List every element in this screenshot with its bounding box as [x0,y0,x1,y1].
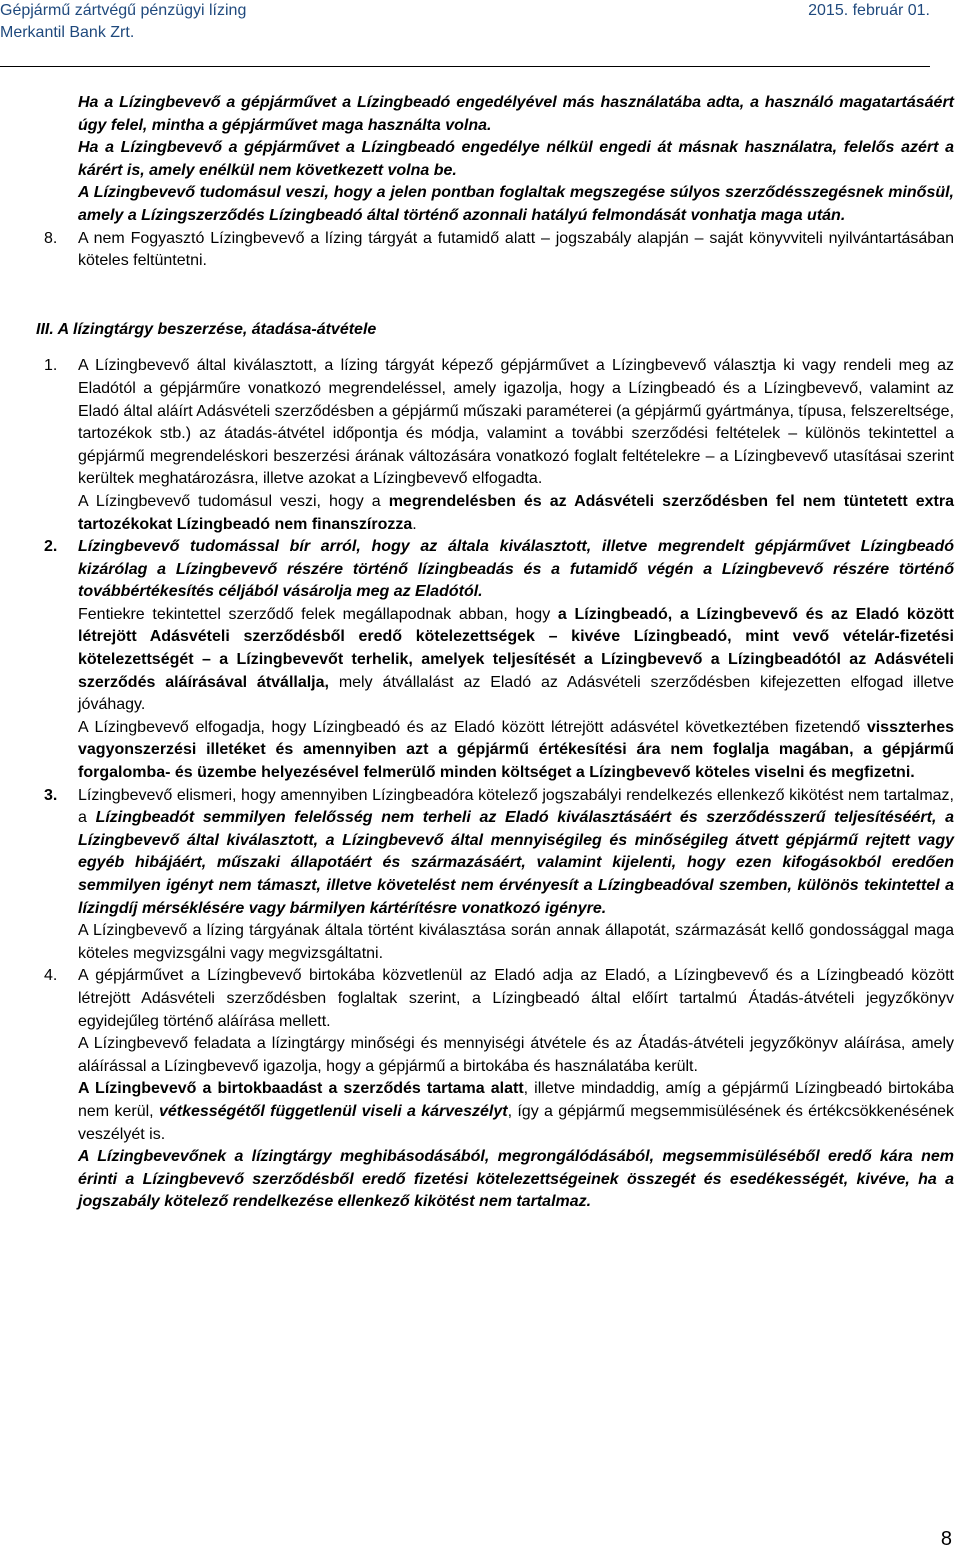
section-heading: III. A lízingtárgy beszerzése, átadása-átvétele [36,320,377,338]
item-2: 2. Lízingbevevő tudomással bír arról, hogy az általa kiválasztott, illetve megrendelt gépjárművet Lízingbeadó kizárólag a Lízingbevevő részére történő lízingbeadás és a futamidő végén a Lízingbevevő részére történő továbbértékesítés céljából vásárolja meg az Eladótól. Fentiekre tekintettel szerződő felek megállapodnak abban, hogy a Lízingbeadó, a Lízingbevevő és az Eladó között létrejött Adásvételi szerződésből eredő kötelezettségek – kivéve Lízingbeadó, mint vevő vételár-fizetési kötelezettségét – a Lízingbevevőt terhelik, amelyek teljesítését a Lízingbevevő a Lízingbeadótól az Adásvételi szerződés aláírásával átvállalja, mely átvállalást az Eladó az Adásvételi szerződésben kifejezetten elfogad illetve jóváhagy. A Lízingbevevő elfogadja, hogy Lízingbeadó és az Eladó között létrejött adásvétel következtében fizetendő visszterhes vagyonszerzési illetéket és amennyiben azt a gépjármű értékesítési ára nem foglalja magában, a gépjármű forgalomba- és üzembe helyezésével felmerülő minden költséget a Lízingbevevő köteles viselni és megfizetni. [44,538,955,782]
company-name: Merkantil Bank Zrt. [0,24,135,41]
document-title: Gépjármű zártvégű pénzügyi lízing [0,2,247,19]
section7-paragraph: Ha a Lízingbevevő a gépjárművet a Lízingbeadó engedélyével más használatába adta, a használó magatartásáért úgy felel, mintha a gépjárművet maga használta volna. Ha a Lízingbevevő a gépjárművet a Lízingbeadó engedélye nélkül engedi át másnak használatra, felelős azért a kárért is, amely enélkül nem következett volna be. A Lízingbevevő tudomásul veszi, hogy a jelen pontban foglaltak megszegése súlyos szerződésszegésnek minősül, amely a Lízingszerződés Lízingbeadó által történő azonnali hatályú felmondását vonhatja maga után. [78,94,954,224]
header-divider [0,66,930,67]
document-body [0,92,960,1214]
item-number: 3. [44,786,58,804]
item-number: 2. [44,538,58,556]
item-3: 3. Lízingbevevő elismeri, hogy amennyiben Lízingbeadóra kötelező jogszabályi rendelkezés ellenkező kikötést nem tartalmaz, a Lízingbeadót semmilyen felelősség nem terheli az Eladó kiválasztásáért és szerződésszerű teljesítéséért, a Lízingbevevő által kiválasztott, a Lízingbevevő által mennyiségileg és minőségileg átvett gépjármű rejtett vagy egyéb hibájáért, műszaki állapotáért és származásáért, valamint kijelenti, hogy ezen kifogásokból eredően semmilyen igényt nem támaszt, illetve követelést nem érvényesít a Lízingbeadóval szemben, különös tekintettel a lízingdíj mérséklésére vagy bármilyen kártérítésre vonatkozó igényre. A Lízingbevevő a lízing tárgyának általa történt kiválasztása során annak állapotát, származását kellő gondossággal maga köteles megvizsgálni vagy megvizsgáltatni. [44,786,954,962]
document-date: 2015. február 01. [808,2,930,19]
item-number: 4. [44,967,58,985]
item-1: 1. A Lízingbevevő által kiválasztott, a lízing tárgyát képező gépjárművet a Lízingbevevő választja ki vagy rendeli meg az Eladótól a gépjárműre vonatkozó megrendeléssel, amely igazolja, hogy a Lízingbeadó és a Lízingbevevő, valamint az Eladó által aláírt Adásvételi szerződésben a gépjármű műszaki paraméterei (a gépjármű gyártmánya, típusa, felszereltsége, tartozékok stb.) az átadás-átvétel időpontja és módja, valamint a további szerződési feltételek – különös tekintettel a gépjármű megrendeléskori beszerzési árának változására vonatkozó foglalt feltételekre – a Lízingbevevő utasításai szerint kerültek meghatározásra, illetve azokat a Lízingbevevő elfogadta. A Lízingbevevő tudomásul veszi, hogy a megrendelésben és az Adásvételi szerződésben fel nem tüntetett extra tartozékokat Lízingbeadó nem finanszírozza. [44,357,955,533]
item-8: 8. A nem Fogyasztó Lízingbevevő a lízing tárgyát a futamidő alatt – jogszabály alapján – saját könyvviteli nyilvántartásában köteles feltüntetni. [44,229,954,270]
item-4: 4. A gépjárművet a Lízingbevevő birtokába közvetlenül az Eladó adja az Eladó, a Lízingbevevő és a Lízingbeadó között létrejött Adásvételi szerződésben foglaltak szerint, a Lízingbeadó által előírt tartalmú Átadás-átvételi jegyzőkönyv egyidejűleg történő aláírása mellett. A Lízingbevevő feladata a lízingtárgy minőségi és mennyiségi átvétele és az Átadás-átvételi jegyzőkönyv aláírása, amely aláírással a Lízingbevevő igazolja, hogy a gépjármű a birtokába és használatába került. A Lízingbevevő a birtokbaadást a szerződés tartama alatt, illetve mindaddig, amíg a gépjármű Lízingbeadó birtokába nem kerül, vétkességétől függetlenül viseli a kárveszélyt, így a gépjármű megsemmisülésének és értékcsökkenésének veszélyét is. A Lízingbevevőnek a lízingtárgy meghibásodásából, megrongálódásából, megsemmisüléséből eredő kára nem érinti a Lízingbevevő szerződésből eredő fizetési kötelezettségeinek összegét és esedékességét, kivéve, ha a jogszabály kötelező rendelkezése ellenkező kikötést nem tartalmaz. [44,967,955,1211]
item-number: 8. [44,229,58,247]
page-header [0,0,960,70]
item-number: 1. [44,357,58,375]
page-number: 8 [940,1528,952,1550]
